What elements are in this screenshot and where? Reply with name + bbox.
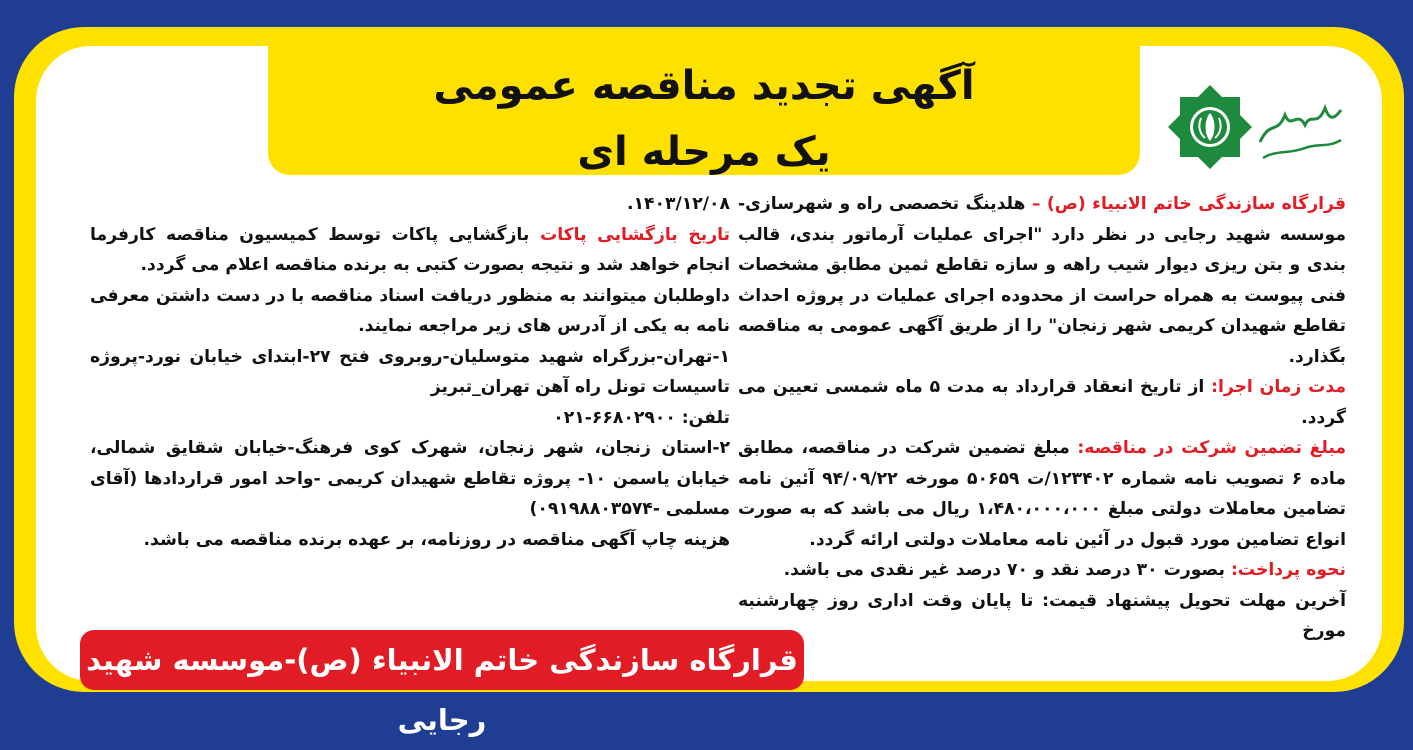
tender-description: [738, 189, 1346, 372]
footer-banner: [80, 630, 804, 737]
organization-name: قرارگاه سازندگی خاتم الانبیاء (ص) –: [1031, 194, 1346, 214]
deadline: آخرین مهلت تحویل پیشنهاد قیمت: تا پایان وقت اداری روز چهارشنبه مورخ: [738, 590, 1346, 641]
printing-cost-note: هزینه چاپ آگهی مناقصه در روزنامه، بر عهده برنده مناقصه می باشد.: [143, 529, 730, 550]
khatam-logo: [1165, 80, 1345, 175]
guarantee-label: مبلغ تضمین شرکت در مناقصه:: [1077, 438, 1347, 458]
payment-text: بصورت ۳۰ درصد نقد و ۷۰ درصد غیر نقدی می باشد.: [783, 560, 1225, 580]
footer-text: قرارگاه سازندگی خاتم الانبیاء (ص)-موسسه شهید رجایی: [86, 643, 798, 737]
payment-label: نحوه پرداخت:: [1230, 560, 1346, 580]
iran-emblem-icon: [1165, 80, 1345, 175]
execution-period-text: از تاریخ انعقاد قرارداد به مدت ۵ ماه شمسی تعیین می گردد.: [738, 377, 1346, 428]
tender-description-text: هلدینگ تخصصی راه و شهرسازی-موسسه شهید رجایی در نظر دارد "اجرای عملیات آرماتور بندی، قالب بندی و بتن ریزی دیوار شیب راهه و سازه تقاطع ثمین مطابق مشخصات فنی پیوست به همراه حراست از محدوده اجرای عملیات در پروژه احداث تقاطع شهیدان کریمی شهر زنجان" را از طریق آگهی عمومی به مناقصه بگذارد.: [738, 194, 1346, 367]
guarantee-amount: [738, 433, 1346, 555]
address-tehran: ۱-تهران-بزرگراه شهید متوسلیان-روبروی فتح ۲۷-ابتدای خیابان نورد-پروژه تاسیسات تونل راه آهن تهران_تبریز: [90, 346, 730, 397]
right-text-column: [738, 189, 1346, 647]
documents-info: داوطلبان میتوانند به منظور دریافت اسناد مناقصه با در دست داشتن معرفی نامه به یکی از آدرس های زیر مراجعه نمایند.: [90, 285, 730, 336]
title-banner: [268, 29, 1140, 175]
address-zanjan: ۲-استان زنجان، شهر زنجان، شهرک کوی فرهنگ-خیابان شقایق شمالی، خیابان یاسمن ۱۰- پروژه تقاطع شهیدان کریمی -واحد امور قراردادها (آقای مسلمی -۰۹۱۹۸۸۰۳۵۷۴): [90, 438, 730, 519]
page-subtitle: یک مرحله ای: [577, 129, 831, 175]
guarantee-text: مبلغ تضمین شرکت در مناقصه، مطابق ماده ۶ تصویب نامه شماره ۱۲۳۴۰۲/ت ۵۰۶۵۹ مورخه ۹۴/۰۹/۲۲ آئین نامه تضامین معاملات دولتی مبلغ ۱،۴۸۰،۰۰۰،۰۰۰ ریال می باشد که به صورت انواع تضامین مورد قبول در آئین نامه معاملات دولتی ارائه گردد.: [738, 438, 1346, 550]
opening-date: [90, 220, 730, 281]
left-text-column: [90, 189, 730, 555]
execution-period-label: مدت زمان اجرا:: [1211, 377, 1346, 397]
opening-label: تاریخ بازگشایی پاکات: [539, 224, 731, 245]
deadline-date: ۱۴۰۳/۱۲/۰۸.: [626, 194, 730, 214]
payment-method: [738, 555, 1346, 586]
phone-tehran: تلفن: ۶۶۸۰۲۹۰۰-۰۲۱: [553, 407, 730, 428]
opening-text: بازگشایی پاکات توسط کمیسیون مناقصه کارفرما انجام خواهد شد و نتیجه بصورت کتبی به برنده مناقصه اعلام می گردد.: [90, 224, 730, 275]
execution-period: [738, 372, 1346, 433]
page-title: آگهی تجدید مناقصه عمومی: [433, 63, 975, 109]
